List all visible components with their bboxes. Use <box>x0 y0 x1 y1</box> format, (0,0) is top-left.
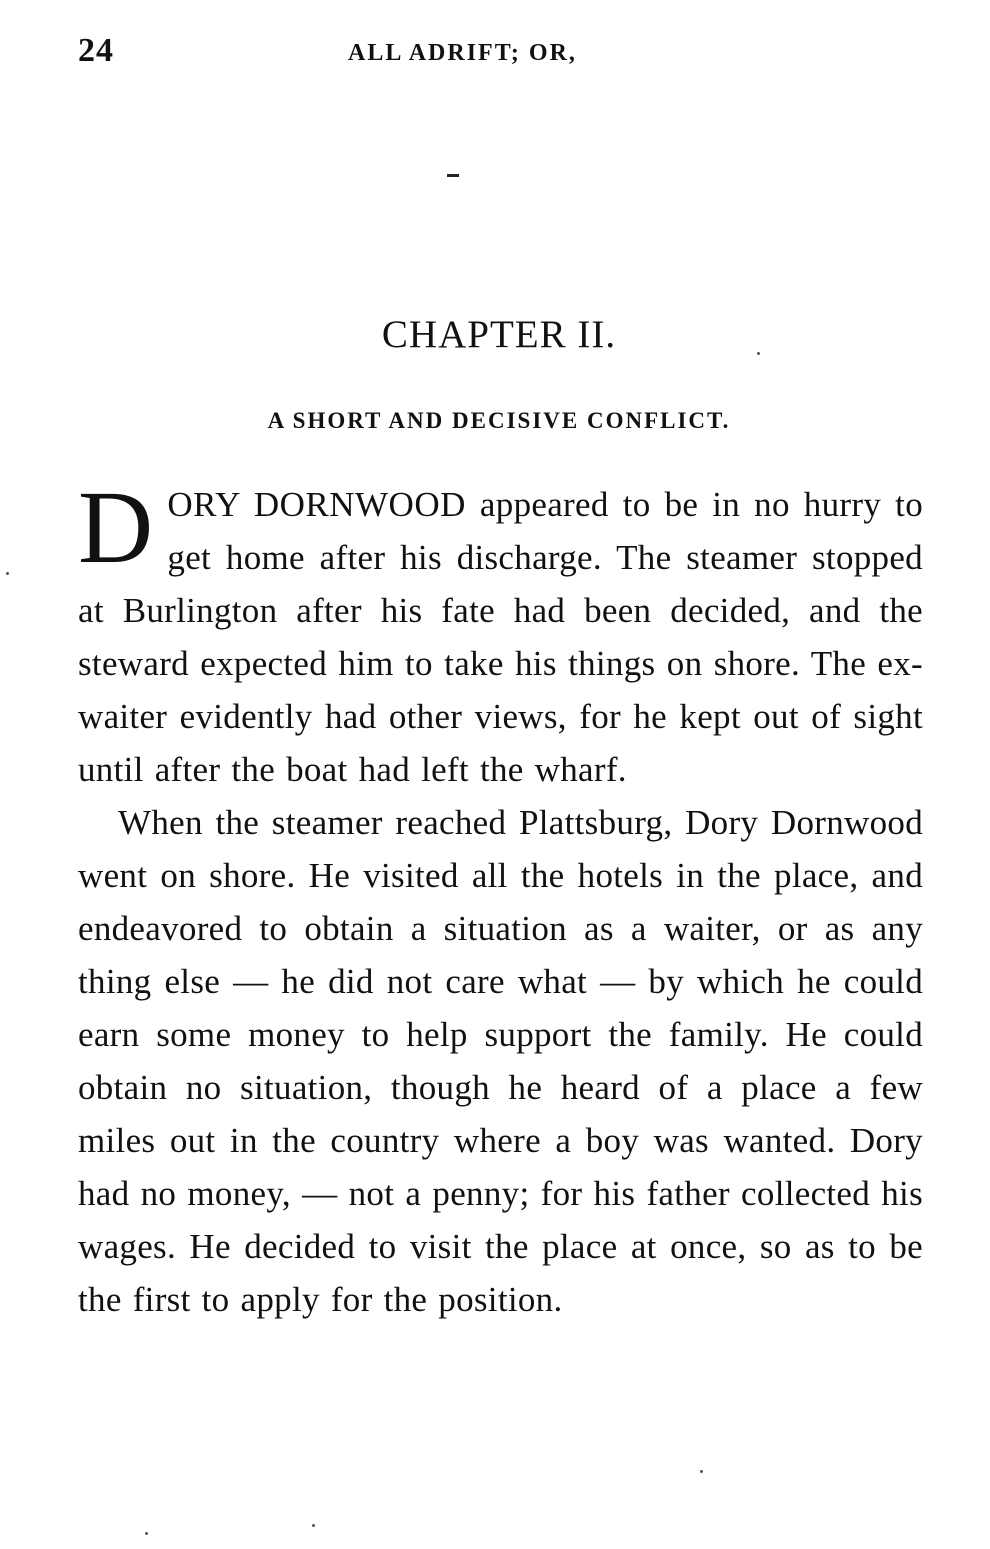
paragraph-text: When the steamer reached Plattsburg, Dory Dornwood went on shore. He visited all the hotels in the place, and endeavored to obtain a situation as a waiter, or as any thing else — he did not care what — by which he could earn some money to help support the family. He could obtain no situation, though he heard of a place a few miles out in the country where a boy was wanted. Dory had no money, — not a penny; for his father collected his wages. He decided to visit the place at once, so as to be the first to apply for the position. <box>78 803 923 1319</box>
body-text <box>78 470 924 1326</box>
print-speck <box>145 1532 148 1535</box>
chapter-subtitle: A SHORT AND DECISIVE CONFLICT. <box>267 408 731 433</box>
ornamental-rule <box>447 174 459 177</box>
print-speck <box>6 572 9 575</box>
paragraph <box>78 796 923 1326</box>
paragraph-text: appeared to be in no hurry to get home after his discharge. The steamer stopped at Burlington after his fate had been decided, and the steward expected him to take his things on shore. The ex-waiter evidently had other views, for he kept out of sight until after the boat had left the wharf. <box>78 485 924 789</box>
print-speck <box>757 352 760 355</box>
print-speck <box>312 1524 315 1527</box>
chapter-heading: CHAPTER II. <box>381 313 617 356</box>
running-head <box>78 26 910 76</box>
paragraph <box>78 470 924 796</box>
page-number: 24 <box>78 32 114 69</box>
opening-small-caps: ORY DORNWOOD <box>167 485 466 524</box>
drop-cap: D <box>78 470 154 585</box>
running-title: ALL ADRIFT; OR, <box>348 40 577 66</box>
print-speck <box>700 1470 703 1473</box>
